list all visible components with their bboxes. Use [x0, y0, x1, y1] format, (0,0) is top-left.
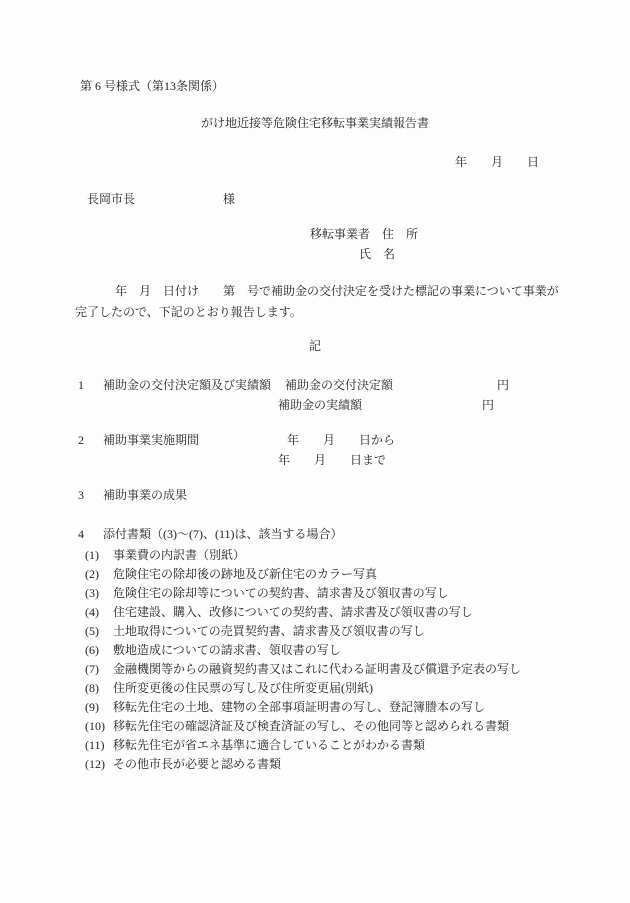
document-title: がけ地近接等危険住宅移転事業実績報告書 — [200, 116, 429, 130]
attachment-item-number: (3) — [85, 586, 99, 600]
attachment-item — [85, 586, 449, 600]
attachment-item — [85, 700, 485, 714]
attachment-item — [85, 719, 509, 733]
applicant-name-line: 氏 名 — [359, 247, 396, 261]
attachment-item-text: 事業費の内訳書（別紙） — [113, 548, 246, 562]
attachment-item-text: 住所変更後の住民票の写し及び住所変更届(別紙) — [113, 681, 373, 695]
attachment-item-text: 住宅建設、購入、改修についての契約書、請求書及び領収書の写し — [113, 605, 473, 619]
attachment-item — [85, 624, 425, 638]
section-4-label: 添付書類（(3)～(7)、(11)は、該当する場合） — [103, 527, 343, 541]
section-1-number: 1 — [78, 378, 84, 392]
attachment-item-text: 危険住宅の除却後の跡地及び新住宅のカラー写真 — [113, 567, 378, 581]
attachment-item-text: 移転先住宅の土地、建物の全部事項証明書の写し、登記簿謄本の写し — [113, 700, 486, 714]
attachment-item — [85, 643, 341, 657]
section-2-label: 補助事業実施期間 — [103, 433, 200, 447]
date-line: 年 月 日 — [455, 155, 540, 169]
section-1-row1-unit: 円 — [497, 378, 510, 392]
attachment-item — [85, 738, 425, 752]
attachment-item-number: (9) — [85, 700, 99, 714]
section-2-row1: 年 月 日から — [287, 433, 396, 447]
attachment-item-number: (5) — [85, 624, 99, 638]
attachment-item-number: (2) — [85, 567, 99, 581]
attachment-item-number: (4) — [85, 605, 99, 619]
attachment-item — [85, 757, 281, 771]
attachment-item-number: (7) — [85, 662, 99, 676]
attachment-item-text: 移転先住宅が省エネ基準に適合していることがわかる書類 — [113, 738, 426, 752]
attachment-item — [85, 681, 373, 695]
ki-heading: 記 — [308, 339, 321, 353]
section-1-row2-unit: 円 — [482, 398, 495, 412]
attachment-item-number: (11) — [85, 738, 105, 752]
section-1-row1-label: 補助金の交付決定額 — [285, 378, 394, 392]
section-3-label: 補助事業の成果 — [103, 488, 188, 502]
attachment-item-text: 敷地造成についての請求書、領収書の写し — [113, 643, 341, 657]
attachment-item — [85, 567, 377, 581]
section-1-row2-label: 補助金の実績額 — [278, 398, 363, 412]
attachment-item-text: 危険住宅の除却等についての契約書、請求書及び領収書の写し — [113, 586, 449, 600]
attachment-item — [85, 662, 521, 676]
applicant-address-line: 移転事業者 住 所 — [310, 227, 419, 241]
form-number: 第 6 号様式（第13条関係） — [80, 79, 225, 93]
section-2-number: 2 — [78, 433, 84, 447]
attachment-item-text: 金融機関等からの融資契約書又はこれに代わる証明書及び償還予定表の写し — [113, 662, 522, 676]
attachment-item — [85, 548, 245, 562]
attachment-item-text: 土地取得についての売買契約書、請求書及び領収書の写し — [113, 624, 425, 638]
attachment-item-text: 移転先住宅の確認済証及び検査済証の写し、その他同等と認められる書類 — [113, 719, 510, 733]
section-3-number: 3 — [78, 488, 84, 502]
attachment-item-number: (1) — [85, 548, 99, 562]
section-2-row2: 年 月 日まで — [278, 453, 387, 467]
section-4-number: 4 — [78, 527, 84, 541]
attachment-item-number: (8) — [85, 681, 99, 695]
attachment-item — [85, 605, 473, 619]
attachment-item-number: (6) — [85, 643, 99, 657]
body-paragraph-line2: 完了したので、下記のとおり報告します。 — [75, 305, 302, 319]
body-paragraph-line1: 年 月 日付け 第 号で補助金の交付決定を受けた標記の事業について事業が — [115, 284, 559, 298]
attachment-item-text: その他市長が必要と認める書類 — [113, 757, 282, 771]
section-1-label: 補助金の交付決定額及び実績額 — [103, 378, 272, 392]
attachment-item-number: (10) — [85, 719, 105, 733]
honorific-label: 様 — [223, 192, 236, 206]
addressee: 長岡市長 — [87, 192, 136, 206]
attachment-item-number: (12) — [85, 757, 105, 771]
